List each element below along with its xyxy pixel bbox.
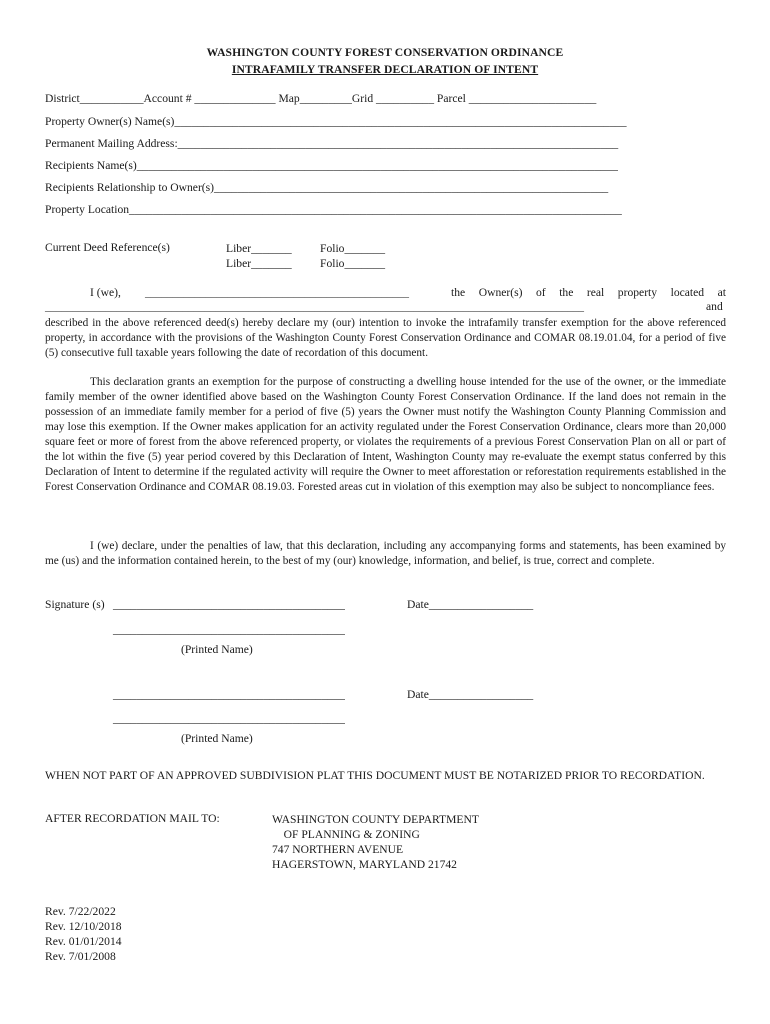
declaration-paragraph-3: I (we) declare, under the penalties of law, that this declaration, including any accompanying forms and statements, has been examined by me (us) and the information contained herein, to the best of my (our) knowledge, information, and belief, is true, correct and complete.: [45, 540, 726, 567]
folio-field-1[interactable]: Folio_______: [320, 242, 386, 255]
printed-name-field-2[interactable]: ________________________________________: [113, 712, 345, 725]
revision-history: [45, 904, 122, 964]
printed-name-caption-1: (Printed Name): [181, 643, 253, 656]
revision-entry: Rev. 7/22/2022: [45, 905, 116, 918]
signature-field-2[interactable]: ________________________________________: [113, 688, 345, 701]
declaration-and-word: and: [706, 300, 723, 313]
signature-field-1[interactable]: ________________________________________: [113, 598, 345, 611]
revision-entry: Rev. 01/01/2014: [45, 935, 122, 948]
district-account-map-grid-parcel-field[interactable]: District___________Account # ______________ Map_________Grid __________ Parcel ______________________: [45, 92, 597, 105]
date-field-1[interactable]: Date__________________: [407, 598, 534, 611]
liber-field-2[interactable]: Liber_______: [226, 257, 292, 270]
mail-address-line-3: 747 NORTHERN AVENUE: [272, 843, 404, 856]
folio-fields: [320, 241, 385, 271]
declaration-owner-suffix: the Owner(s) of the real property located at: [451, 286, 726, 299]
liber-field-1[interactable]: Liber_______: [226, 242, 292, 255]
permanent-mailing-address-field[interactable]: Permanent Mailing Address:____________________________________________________________________________: [45, 137, 619, 150]
mail-address-line-1: WASHINGTON COUNTY DEPARTMENT: [272, 813, 479, 826]
printed-name-field-1[interactable]: ________________________________________: [113, 623, 345, 636]
document-title: WASHINGTON COUNTY FOREST CONSERVATION ORDINANCE: [206, 46, 564, 59]
folio-field-2[interactable]: Folio_______: [320, 257, 386, 270]
mail-address-line-2: OF PLANNING & ZONING: [272, 828, 420, 841]
property-owner-name-field[interactable]: Property Owner(s) Name(s)______________________________________________________________________________: [45, 115, 627, 128]
declaration-location-blank[interactable]: __________________________________________________________________________________________________: [45, 301, 584, 313]
declaration-owner-prefix: I (we),: [90, 286, 121, 299]
deed-reference-label: Current Deed Reference(s): [45, 241, 170, 254]
revision-entry: Rev. 7/01/2008: [45, 950, 116, 963]
mail-to-label: AFTER RECORDATION MAIL TO:: [45, 812, 220, 825]
notarization-notice: WHEN NOT PART OF AN APPROVED SUBDIVISION PLAT THIS DOCUMENT MUST BE NOTARIZED PRIOR TO RECORDATION.: [45, 769, 705, 782]
declaration-paragraph-1: described in the above referenced deed(s) hereby declare my (our) intention to invoke the intrafamily transfer exemption for the above referenced property, in accordance with the provisions of the Washington County Forest Conservation Ordinance and COMAR 08.19.01.04, for a period of five (5) consecutive full taxable years following the date of recordation of this document.: [45, 317, 726, 359]
liber-fields: [226, 241, 292, 271]
recipients-name-field[interactable]: Recipients Name(s)___________________________________________________________________________________: [45, 159, 618, 172]
printed-name-caption-2: (Printed Name): [181, 732, 253, 745]
mail-address-line-4: HAGERSTOWN, MARYLAND 21742: [272, 858, 457, 871]
revision-entry: Rev. 12/10/2018: [45, 920, 122, 933]
declaration-paragraph-2: This declaration grants an exemption for the purpose of constructing a dwelling house intended for the use of the owner, or the immediate family member of the owner identified above based on the Washington County Forest Conservation Ordinance. If the land does not remain in the possession of an immediate family member for a period of five (5) years the Owner must notify the Washington County Planning Commission and may lose this exemption. If the Owner makes application for an activity regulated under the Forest Conservation Ordinance, clears more than 20,000 square feet or more of forest from the above referenced property, or violates the requirements of a previous Forest Conservation Plan on all or part of the lot within the five (5) year period covered by this Declaration of Intent, Washington County may re-evaluate the exempt status conferred by this Declaration of Intent to determine if the regulated activity will require the Owner to meet afforestation or reforestation requirements established in the Forest Conservation Ordinance and COMAR 08.19.03. Forested areas cut in violation of this exemption may also be subject to noncompliance fees.: [45, 376, 726, 493]
declaration-owner-blank[interactable]: ________________________________________________: [145, 287, 409, 299]
recipients-relationship-field[interactable]: Recipients Relationship to Owner(s)____________________________________________________________________: [45, 181, 609, 194]
date-field-2[interactable]: Date__________________: [407, 688, 534, 701]
document-subtitle: INTRAFAMILY TRANSFER DECLARATION OF INTENT: [231, 63, 539, 76]
mail-to-address: [272, 812, 479, 872]
property-location-field[interactable]: Property Location_____________________________________________________________________________________: [45, 203, 622, 216]
signature-label: Signature (s): [45, 598, 105, 611]
